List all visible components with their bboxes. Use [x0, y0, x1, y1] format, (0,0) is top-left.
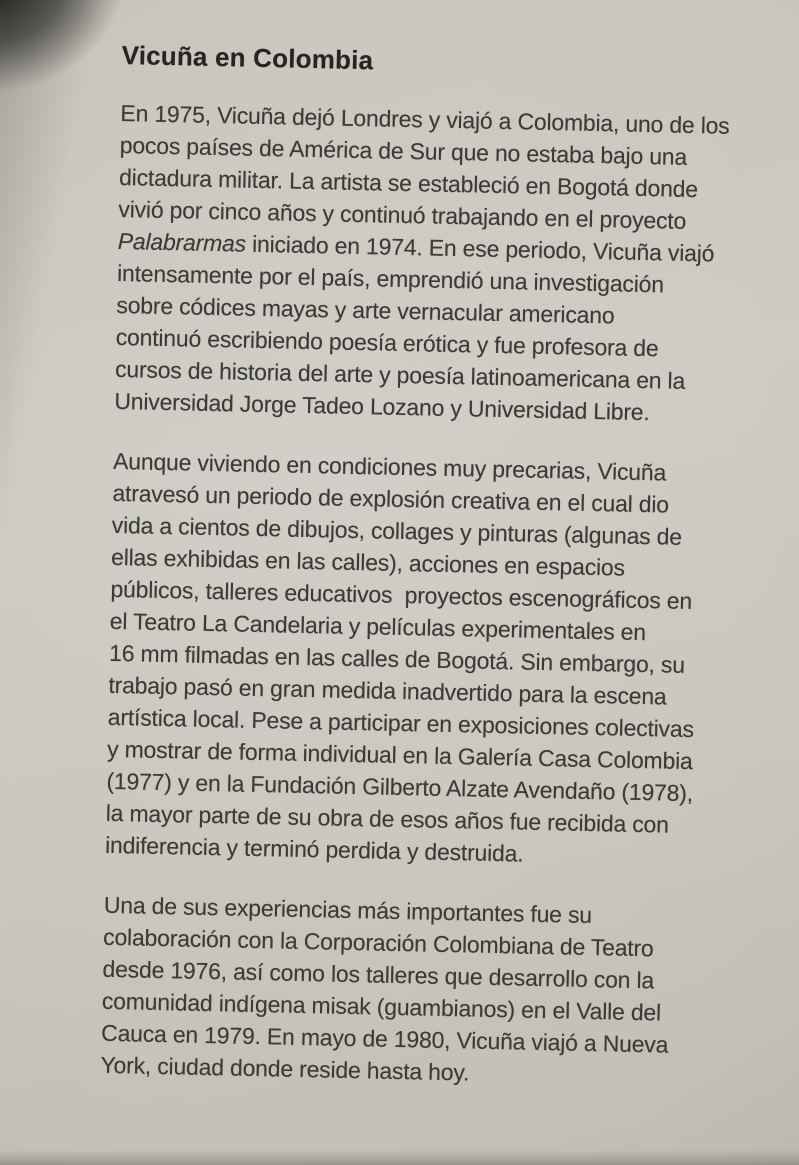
text-line: York, ciudad donde reside hasta hoy. [100, 1051, 470, 1086]
text-line: vivió por cinco años y continuó trabajando en el proyecto [118, 195, 687, 234]
text-line: En 1975, Vicuña dejó Londres y viajó a Colombia, uno de los [120, 99, 730, 139]
text-line: sobre códices mayas y arte vernacular americano [116, 291, 615, 329]
paragraph-2 [105, 445, 723, 874]
text-line: pocos países de América de Sur que no estaba bajo una [119, 131, 688, 170]
text-line: el Teatro La Candelaria y películas experimentales en [109, 607, 647, 646]
text-line: indiferencia y terminó perdida y destruida. [104, 831, 524, 867]
text-line: y mostrar de forma individual en la Galería Casa Colombia [106, 735, 693, 775]
text-line: Universidad Jorge Tadeo Lozano y Universidad Libre. [114, 387, 650, 426]
text-line: Aunque viviendo en condiciones muy precarias, Vicuña [112, 447, 667, 486]
text-line: (1977) y en la Fundación Gilberto Alzate Avendaño (1978), [106, 767, 694, 807]
text-line: comunidad indígena misak (guambianos) en el Valle del [101, 987, 662, 1026]
text-line: la mayor parte de su obra de esos años fue recibida con [105, 799, 670, 838]
text-line: trabajo pasó en gran medida inadvertido para la escena [108, 671, 667, 710]
text-line: continuó escribiendo poesía erótica y fue profesora de [115, 323, 659, 362]
text-line: dictadura militar. La artista se estableció en Bogotá donde [118, 163, 699, 203]
text-line: cursos de historia del arte y poesía latinoamericana en la [114, 355, 686, 394]
italic-work-title: Palabrarmas [117, 227, 247, 257]
text-line: colaboración con la Corporación Colombiana de Teatro [102, 923, 654, 962]
wall-label-text-block [100, 40, 731, 1094]
text-line: artística local. Pese a participar en exposiciones colectivas [107, 703, 695, 743]
text-line: desde 1976, así como los talleres que desarrollo con la [102, 955, 655, 994]
text-line: 16 mm filmadas en las calles de Bogotá. Sin embargo, su [108, 639, 686, 678]
text-line-rest: iniciado en 1974. En ese periodo, Vicuña viajó [245, 230, 715, 267]
text-line: intensamente por el país, emprendió una investigación [116, 259, 665, 298]
text-line: atravesó un periodo de explosión creativa en el cual dio [112, 479, 670, 518]
text-line: públicos, talleres educativos proyectos escenográficos en [110, 575, 693, 615]
label-title: Vicuña en Colombia [121, 40, 374, 76]
text-line: Una de sus experiencias más importantes fue su [103, 891, 593, 929]
text-line: Cauca en 1979. En mayo de 1980, Vicuña viajó a Nueva [100, 1019, 669, 1058]
text-line: ellas exhibidas en las calles), acciones en espacios [110, 543, 626, 581]
paragraph-1 [114, 97, 730, 430]
text-line: vida a cientos de dibujos, collages y pinturas (algunas de [111, 511, 683, 550]
paragraph-3 [100, 889, 713, 1094]
